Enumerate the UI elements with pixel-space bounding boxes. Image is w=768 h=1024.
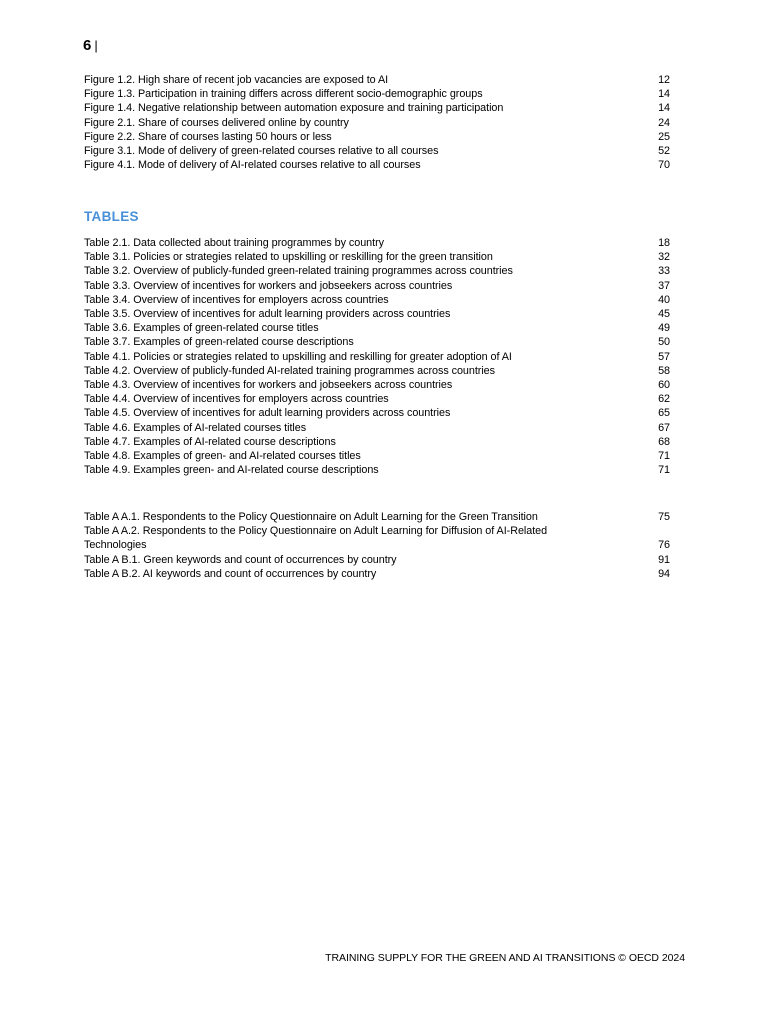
- toc-entry[interactable]: [84, 130, 670, 144]
- toc-entry-page: 52: [658, 145, 670, 158]
- toc-entry[interactable]: [84, 250, 670, 264]
- toc-entry[interactable]: [84, 158, 670, 172]
- page-number-separator: |: [94, 38, 98, 53]
- toc-entry-page: 75: [658, 511, 670, 523]
- toc-entry-title[interactable]: Table 2.1. Data collected about training programmes by country: [84, 237, 384, 249]
- toc-entry[interactable]: [84, 264, 670, 278]
- toc-entry-title[interactable]: Table 3.4. Overview of incentives for employers across countries: [84, 293, 389, 306]
- toc-entry-page: 45: [658, 308, 670, 321]
- toc-entry-page: 68: [658, 435, 670, 448]
- toc-entry-page: 40: [658, 293, 670, 306]
- toc-entry[interactable]: [84, 524, 670, 552]
- toc-entry[interactable]: [84, 335, 670, 349]
- toc-entry-page: 37: [658, 279, 670, 292]
- toc-entry-title[interactable]: Table 3.6. Examples of green-related course titles: [84, 322, 319, 335]
- toc-entry-title[interactable]: Table 4.9. Examples green- and AI-related course descriptions: [84, 464, 379, 477]
- toc-entry[interactable]: [84, 350, 670, 364]
- toc-entry-page: 25: [658, 130, 670, 143]
- toc-entry-title[interactable]: Figure 1.3. Participation in training differs across different socio-demographic groups: [84, 88, 483, 101]
- toc-entry[interactable]: [84, 87, 670, 101]
- toc-entry[interactable]: [84, 378, 670, 392]
- toc-entry-page: 65: [658, 407, 670, 420]
- toc-entry-page: 58: [658, 364, 670, 377]
- toc-entry-title[interactable]: Table 3.7. Examples of green-related course descriptions: [84, 336, 354, 349]
- toc-entry-page: 60: [658, 379, 670, 392]
- toc-entry-title[interactable]: Figure 2.1. Share of courses delivered online by country: [84, 116, 349, 129]
- toc-entry[interactable]: [84, 406, 670, 420]
- tables-list: [84, 236, 670, 477]
- toc-entry[interactable]: [84, 364, 670, 378]
- toc-entry[interactable]: [84, 279, 670, 293]
- toc-entry-page: 71: [658, 450, 670, 463]
- toc-entry[interactable]: [84, 236, 670, 250]
- toc-entry-title[interactable]: Table 3.3. Overview of incentives for workers and jobseekers across countries: [84, 279, 453, 292]
- page-footer: TRAINING SUPPLY FOR THE GREEN AND AI TRANSITIONS © OECD 2024: [325, 952, 685, 964]
- toc-entry[interactable]: [84, 293, 670, 307]
- toc-entry-title[interactable]: Table 4.3. Overview of incentives for workers and jobseekers across countries: [84, 379, 453, 392]
- toc-entry[interactable]: [84, 435, 670, 449]
- toc-entry-title[interactable]: Table 4.1. Policies or strategies related to upskilling and reskilling for greater adoption of AI: [84, 350, 512, 363]
- toc-entry-page: 91: [658, 553, 670, 566]
- toc-entry-page: 71: [658, 464, 670, 477]
- toc-entry[interactable]: [84, 421, 670, 435]
- toc-entry-title[interactable]: Table 4.2. Overview of publicly-funded AI-related training programmes across countries: [84, 364, 495, 377]
- toc-entry[interactable]: [84, 510, 670, 524]
- toc-entry-title[interactable]: Figure 1.4. Negative relationship between automation exposure and training participation: [84, 102, 504, 115]
- toc-entry-title[interactable]: Table 4.7. Examples of AI-related course descriptions: [84, 435, 336, 448]
- toc-entry-title[interactable]: Table 4.8. Examples of green- and AI-related courses titles: [84, 450, 361, 463]
- toc-entry[interactable]: [84, 449, 670, 463]
- toc-entry-page: 62: [658, 393, 670, 406]
- toc-entry[interactable]: [84, 73, 670, 87]
- toc-entry-title[interactable]: Table A B.1. Green keywords and count of occurrences by country: [84, 553, 397, 566]
- toc-entry-title[interactable]: Table 3.5. Overview of incentives for adult learning providers across countries: [84, 308, 451, 321]
- toc-entry[interactable]: [84, 392, 670, 406]
- toc-entry-title[interactable]: Figure 4.1. Mode of delivery of AI-related courses relative to all courses: [84, 159, 421, 172]
- toc-entry[interactable]: [84, 307, 670, 321]
- toc-entry-title[interactable]: Table A A.1. Respondents to the Policy Questionnaire on Adult Learning for the Green Transition: [84, 511, 538, 523]
- toc-entry-title[interactable]: Figure 1.2. High share of recent job vacancies are exposed to AI: [84, 74, 389, 86]
- toc-entry-page: 50: [658, 336, 670, 349]
- toc-entry-title[interactable]: Table 4.4. Overview of incentives for employers across countries: [84, 393, 389, 406]
- toc-entry[interactable]: [84, 101, 670, 115]
- toc-entry-page: 57: [658, 350, 670, 363]
- tables-heading: TABLES: [84, 209, 139, 224]
- toc-entry-page: 14: [658, 102, 670, 115]
- toc-entry-page: 76: [658, 539, 670, 552]
- toc-entry-page: 94: [658, 567, 670, 580]
- toc-entry[interactable]: [84, 144, 670, 158]
- toc-entry-page: 24: [658, 116, 670, 129]
- toc-entry-page: 32: [658, 251, 670, 264]
- toc-entry-page: 49: [658, 322, 670, 335]
- page-number-value: 6: [83, 37, 92, 54]
- toc-entry[interactable]: [84, 553, 670, 567]
- annex-tables-list: [84, 510, 670, 581]
- toc-entry[interactable]: [84, 567, 670, 581]
- toc-entry[interactable]: [84, 116, 670, 130]
- toc-entry-page: 12: [658, 74, 670, 86]
- toc-entry-page: 67: [658, 421, 670, 434]
- toc-entry-page: 33: [658, 265, 670, 278]
- toc-entry-title[interactable]: Table A B.2. AI keywords and count of occurrences by country: [84, 567, 377, 580]
- toc-entry-title[interactable]: Figure 3.1. Mode of delivery of green-related courses relative to all courses: [84, 145, 439, 158]
- toc-entry[interactable]: [84, 463, 670, 477]
- toc-entry-title[interactable]: Table 4.6. Examples of AI-related courses titles: [84, 421, 307, 434]
- toc-entry-title[interactable]: Table 3.1. Policies or strategies related to upskilling or reskilling for the green transition: [84, 251, 493, 264]
- toc-entry-title[interactable]: Table A A.2. Respondents to the Policy Questionnaire on Adult Learning for Diffusion of AI-Related Technologies: [84, 525, 548, 552]
- toc-entry-page: 70: [658, 159, 670, 172]
- toc-entry-title[interactable]: Figure 2.2. Share of courses lasting 50 hours or less: [84, 130, 332, 143]
- toc-entry[interactable]: [84, 321, 670, 335]
- toc-entry-page: 14: [658, 88, 670, 101]
- toc-entry-title[interactable]: Table 3.2. Overview of publicly-funded green-related training programmes across countries: [84, 265, 513, 278]
- toc-entry-page: 18: [658, 237, 670, 249]
- toc-entry-title[interactable]: Table 4.5. Overview of incentives for adult learning providers across countries: [84, 407, 451, 420]
- figures-list: [84, 73, 670, 172]
- page-number: [83, 37, 98, 54]
